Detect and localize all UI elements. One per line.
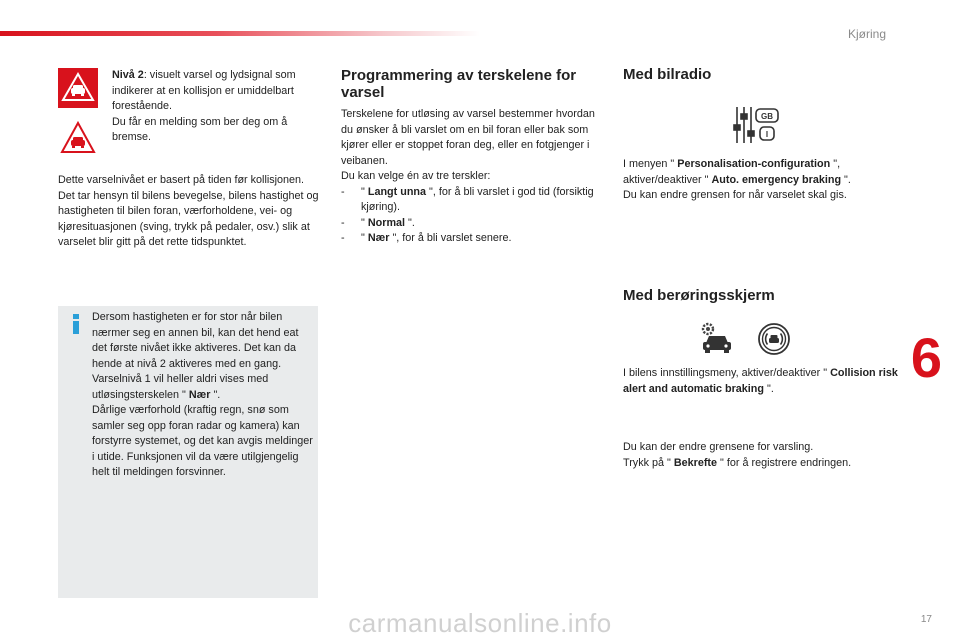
info-paragraph-2-pre: Varselnivå 1 vil heller aldri vises med utløsingsterskelen " (92, 373, 269, 401)
collision-alert-red-icon (58, 68, 98, 108)
touch-confirm-label: Bekrefte (673, 456, 718, 469)
option-pre: " (361, 216, 368, 229)
radio-badge-i: I (765, 130, 769, 139)
info-text (92, 310, 314, 481)
radio-text (623, 157, 893, 204)
radio-text-3: ". (841, 173, 851, 186)
radio-text-4: Du kan endre grensen for når varselet skal gis. (623, 189, 847, 201)
touch-text-1: I bilens innstillingsmeny, aktiver/deaktiver " (623, 367, 831, 379)
threshold-options (341, 185, 599, 247)
watermark: carmanualsonline.info (348, 608, 612, 638)
touchscreen-text (623, 366, 903, 397)
option-far-label: Langt unna (367, 185, 427, 198)
warning-level-paragraph: Dette varselnivået er basert på tiden før kollisjonen. Det tar hensyn til bilens bevegelse, bilens hastighet og hastigheten til bilen foran, værforholdene, vei- og kjøresituasjonen (sving, trykk på pedaler, osv.) slik at varselet blir gitt på det rette tidspunktet. (58, 174, 319, 248)
option-text (361, 185, 599, 216)
option-dash: - (341, 216, 345, 229)
touchscreen-change-text (623, 440, 863, 471)
info-paragraph-2-bold: Nær (188, 388, 211, 401)
option-normal-label: Normal (367, 216, 406, 229)
info-icon (70, 314, 82, 334)
option-pre: " (361, 232, 368, 244)
threshold-option-far (341, 185, 599, 216)
car-settings-icon (700, 321, 734, 355)
touch-text-2: ". (764, 382, 774, 395)
threshold-choose: Du kan velge én av tre terskler: (341, 170, 491, 182)
threshold-heading: Programmering av terskelene for varsel (341, 67, 577, 101)
radio-function-name: Auto. emergency braking (711, 173, 842, 186)
info-paragraph-1: Dersom hastigheten er for stor når bilen nærmer seg en annen bil, kan det hend eat det første nivået ikke aktiveres. Det kan da hende at nivå 2 aktiveres med en gang. (92, 311, 299, 370)
option-post: ", for å bli varslet senere. (389, 232, 512, 244)
level2-brake-text: Du får en melding som ber deg om å bremse. (112, 115, 288, 143)
radio-heading: Med bilradio (623, 66, 712, 83)
level2-text: : visuelt varsel og lydsignal som indikerer at en kollisjon er umiddelbart forestående. (112, 69, 296, 112)
radio-settings-icon (732, 105, 780, 145)
header-accent-bar (0, 31, 480, 36)
radio-text-2: ", aktiver/deaktiver " (623, 158, 841, 186)
threshold-option-normal (341, 216, 599, 232)
touch-function-name: Collision risk alert and automatic braking (623, 367, 898, 395)
option-post: ". (405, 216, 415, 229)
radio-text-1: I menyen " (623, 158, 678, 170)
radio-menu-name: Personalisation-configuration (677, 158, 831, 170)
option-text (361, 231, 512, 247)
section-title: Kjøring (847, 27, 886, 41)
option-post: ", for å bli varslet i god tid (forsiktig kjøring). (361, 185, 594, 213)
collision-alert-outline-icon (58, 118, 98, 158)
threshold-text (341, 107, 599, 247)
touch-text-5: " for å registrere endringen. (717, 456, 852, 469)
level2-description (112, 68, 318, 146)
page-number: 17 (920, 614, 932, 625)
touch-text-4: Trykk på " (623, 456, 674, 469)
collision-brake-icon (757, 322, 791, 356)
option-dash: - (341, 185, 345, 198)
option-text (361, 216, 415, 232)
threshold-option-near (341, 231, 599, 247)
option-pre: " (361, 185, 368, 198)
option-dash: - (341, 232, 345, 244)
info-paragraph-2-post: ". (210, 388, 221, 401)
level2-label: Nivå 2 (112, 69, 144, 81)
option-near-label: Nær (367, 232, 390, 244)
threshold-paragraph: Terskelene for utløsing av varsel bestemmer hvordan du ønsker å bli varslet om en bil foran eller bak som kjører eller er stoppet foran deg, eller en fotgjenger i veibanen. (341, 108, 595, 167)
info-paragraph-3: Dårlige værforhold (kraftig regn, snø som samler seg opp foran radar og kamera) kan forstyrre systemet, og det kan avgis meldinger i utide. Funksjonen vil da være utilgjengelig helt til meldingen forsvinner. (92, 404, 313, 478)
radio-badge-gb: GB (761, 112, 773, 121)
touchscreen-heading: Med berøringsskjerm (623, 287, 775, 304)
chapter-number: 6 (910, 326, 942, 389)
touch-text-3: Du kan der endre grensene for varsling. (623, 441, 814, 453)
